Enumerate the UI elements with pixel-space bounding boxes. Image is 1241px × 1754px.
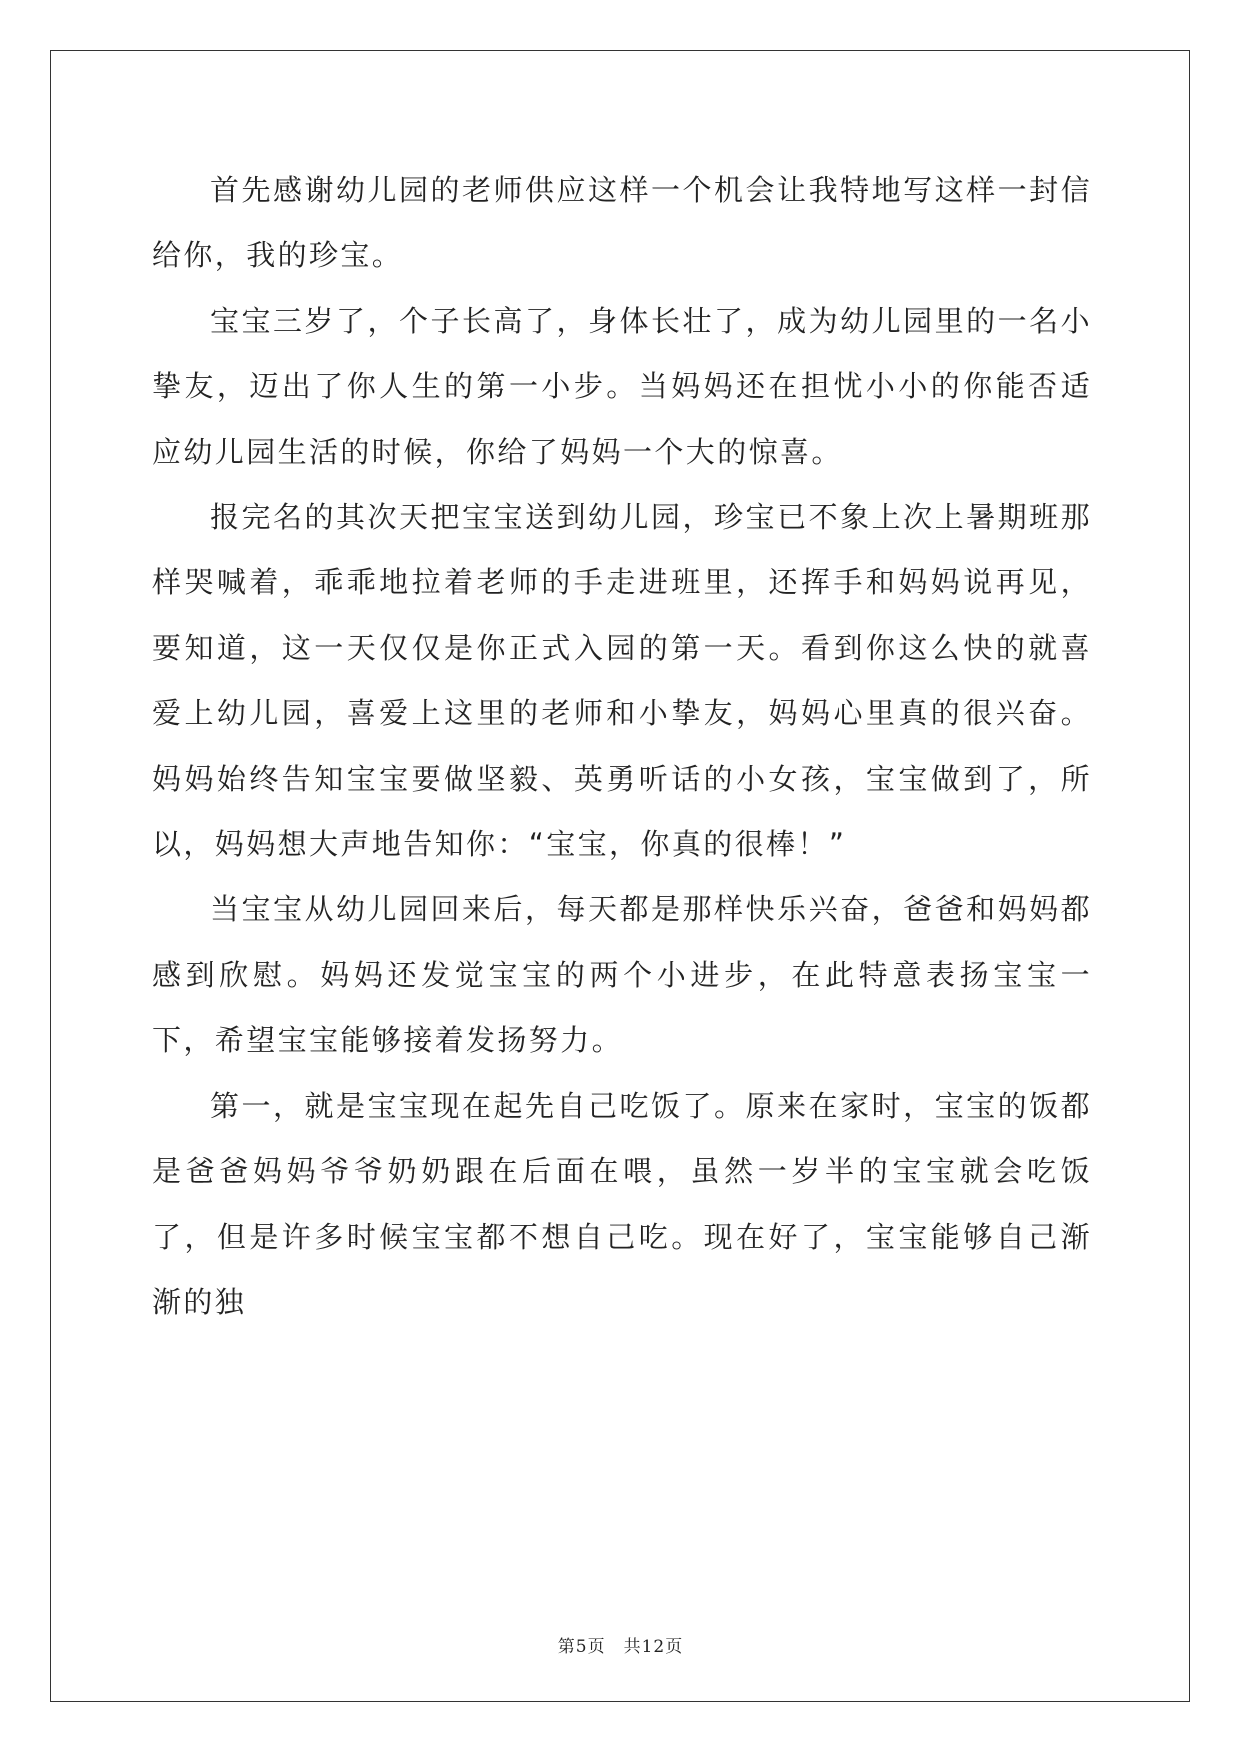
- page-footer: [0, 1632, 1241, 1657]
- paragraph-1: 首先感谢幼儿园的老师供应这样一个机会让我特地写这样一封信给你，我的珍宝。: [152, 173, 1092, 273]
- paragraph-4: 当宝宝从幼儿园回来后，每天都是那样快乐兴奋，爸爸和妈妈都感到欣慰。妈妈还发觉宝宝的两个小进步，在此特意表扬宝宝一下，希望宝宝能够接着发扬努力。: [152, 892, 1092, 1058]
- paragraph-2: 宝宝三岁了，个子长高了，身体长壮了，成为幼儿园里的一名小挚友，迈出了你人生的第一小步。当妈妈还在担忧小小的你能否适应幼儿园生活的时候，你给了妈妈一个大的惊喜。: [152, 303, 1092, 469]
- document-body: [152, 158, 1092, 1335]
- page-number: 第5页: [557, 1637, 606, 1657]
- paragraph-5: 第一，就是宝宝现在起先自己吃饭了。原来在家时，宝宝的饭都是爸爸妈妈爷爷奶奶跟在后面在喂，虽然一岁半的宝宝就会吃饭了，但是许多时候宝宝都不想自己吃。现在好了，宝宝能够自己渐渐的独: [152, 1088, 1092, 1319]
- page-total: 共12页: [623, 1637, 684, 1657]
- paragraph-3: 报完名的其次天把宝宝送到幼儿园，珍宝已不象上次上暑期班那样哭喊着，乖乖地拉着老师的手走进班里，还挥手和妈妈说再见，要知道，这一天仅仅是你正式入园的第一天。看到你这么快的就喜爱上幼儿园，喜爱上这里的老师和小挚友，妈妈心里真的很兴奋。妈妈始终告知宝宝要做坚毅、英勇听话的小女孩，宝宝做到了，所以，妈妈想大声地告知你：“宝宝，你真的很棒！”: [152, 500, 1092, 862]
